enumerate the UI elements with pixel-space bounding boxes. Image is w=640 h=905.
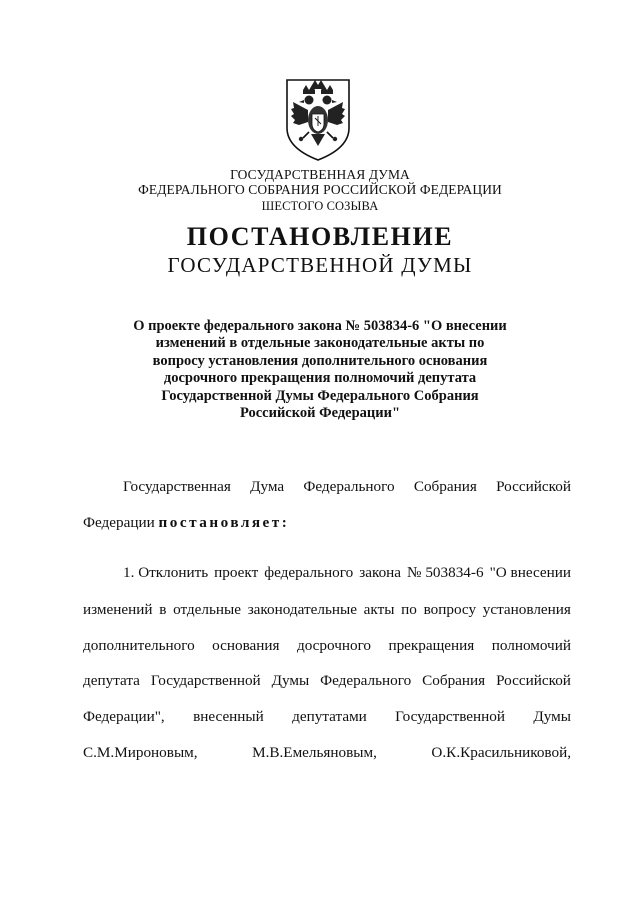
body-word: Думы xyxy=(533,708,571,725)
body-word: Федерального xyxy=(320,672,412,689)
body-paragraph-line xyxy=(83,708,571,726)
body-word: Государственная xyxy=(123,478,231,495)
body-word: отдельные xyxy=(173,601,241,618)
body-word: депутатами xyxy=(292,708,367,725)
body-word: изменений xyxy=(83,601,153,618)
body-word: дополнительного xyxy=(83,637,195,654)
body-word: досрочного xyxy=(296,637,372,654)
body-word: 1. Отклонить xyxy=(123,564,209,581)
body-paragraph-line xyxy=(83,514,289,532)
document-subject xyxy=(0,318,640,422)
body-word: установления xyxy=(482,601,571,618)
body-word: Собрания xyxy=(413,478,477,495)
body-paragraph-line xyxy=(123,564,571,582)
body-word: Собрания xyxy=(422,672,486,689)
body-word: основания xyxy=(212,637,280,654)
body-word: Государственной xyxy=(150,672,261,689)
body-word: прекращения xyxy=(388,637,475,654)
body-word: внесенный xyxy=(193,708,264,725)
resolution-verb: постановляет: xyxy=(158,514,290,531)
subject-line: досрочного прекращения полномочий депутата xyxy=(163,370,477,387)
subject-line: Российской Федерации" xyxy=(239,405,401,422)
body-word: № 503834-6 xyxy=(407,564,484,581)
body-paragraph-line xyxy=(83,601,571,619)
body-paragraph-line xyxy=(83,672,571,690)
body-text: Федерации xyxy=(83,514,159,531)
body-paragraph-line xyxy=(123,478,571,496)
body-word: О.К.Красильниковой, xyxy=(431,744,571,761)
body-word: депутата xyxy=(83,672,140,689)
body-word: Государственной xyxy=(395,708,506,725)
subject-line: изменений в отдельные законодательные акты по xyxy=(155,335,485,352)
body-word: С.М.Мироновым, xyxy=(83,744,198,761)
body-word: акты xyxy=(363,601,395,618)
header-line-convocation: ШЕСТОГО СОЗЫВА xyxy=(261,199,379,213)
body-word: полномочий xyxy=(491,637,571,654)
subject-line: Государственной Думы Федерального Собрания xyxy=(161,387,479,404)
header-line-federal-assembly: ФЕДЕРАЛЬНОГО СОБРАНИЯ РОССИЙСКОЙ ФЕДЕРАЦИИ xyxy=(138,182,502,197)
document-subtitle: ГОСУДАРСТВЕННОЙ ДУМЫ xyxy=(167,253,473,277)
body-word: по xyxy=(401,601,417,618)
body-word: "О внесении xyxy=(489,564,571,581)
body-word: Российской xyxy=(496,672,571,689)
body-word: М.В.Емельяновым, xyxy=(252,744,377,761)
body-word: Российской xyxy=(496,478,571,495)
subject-line: вопросу установления дополнительного основания xyxy=(152,352,488,369)
body-paragraph-line xyxy=(83,744,571,762)
body-word: Думы xyxy=(271,672,310,689)
coat-of-arms-icon xyxy=(281,76,355,162)
body-word: Федерального xyxy=(303,478,395,495)
body-word: проект xyxy=(214,564,259,581)
header-line-duma: ГОСУДАРСТВЕННАЯ ДУМА xyxy=(230,167,410,182)
document-title: ПОСТАНОВЛЕНИЕ xyxy=(186,222,454,251)
body-word: федерального xyxy=(264,564,354,581)
body-word: закона xyxy=(359,564,402,581)
body-paragraph-line xyxy=(83,637,571,655)
body-word: Дума xyxy=(250,478,285,495)
body-word: законодательные xyxy=(247,601,357,618)
body-word: вопросу xyxy=(423,601,477,618)
body-word: Федерации", xyxy=(83,708,165,725)
subject-line: О проекте федерального закона № 503834-6 "О внесении xyxy=(133,318,507,334)
body-word: в xyxy=(159,601,167,618)
